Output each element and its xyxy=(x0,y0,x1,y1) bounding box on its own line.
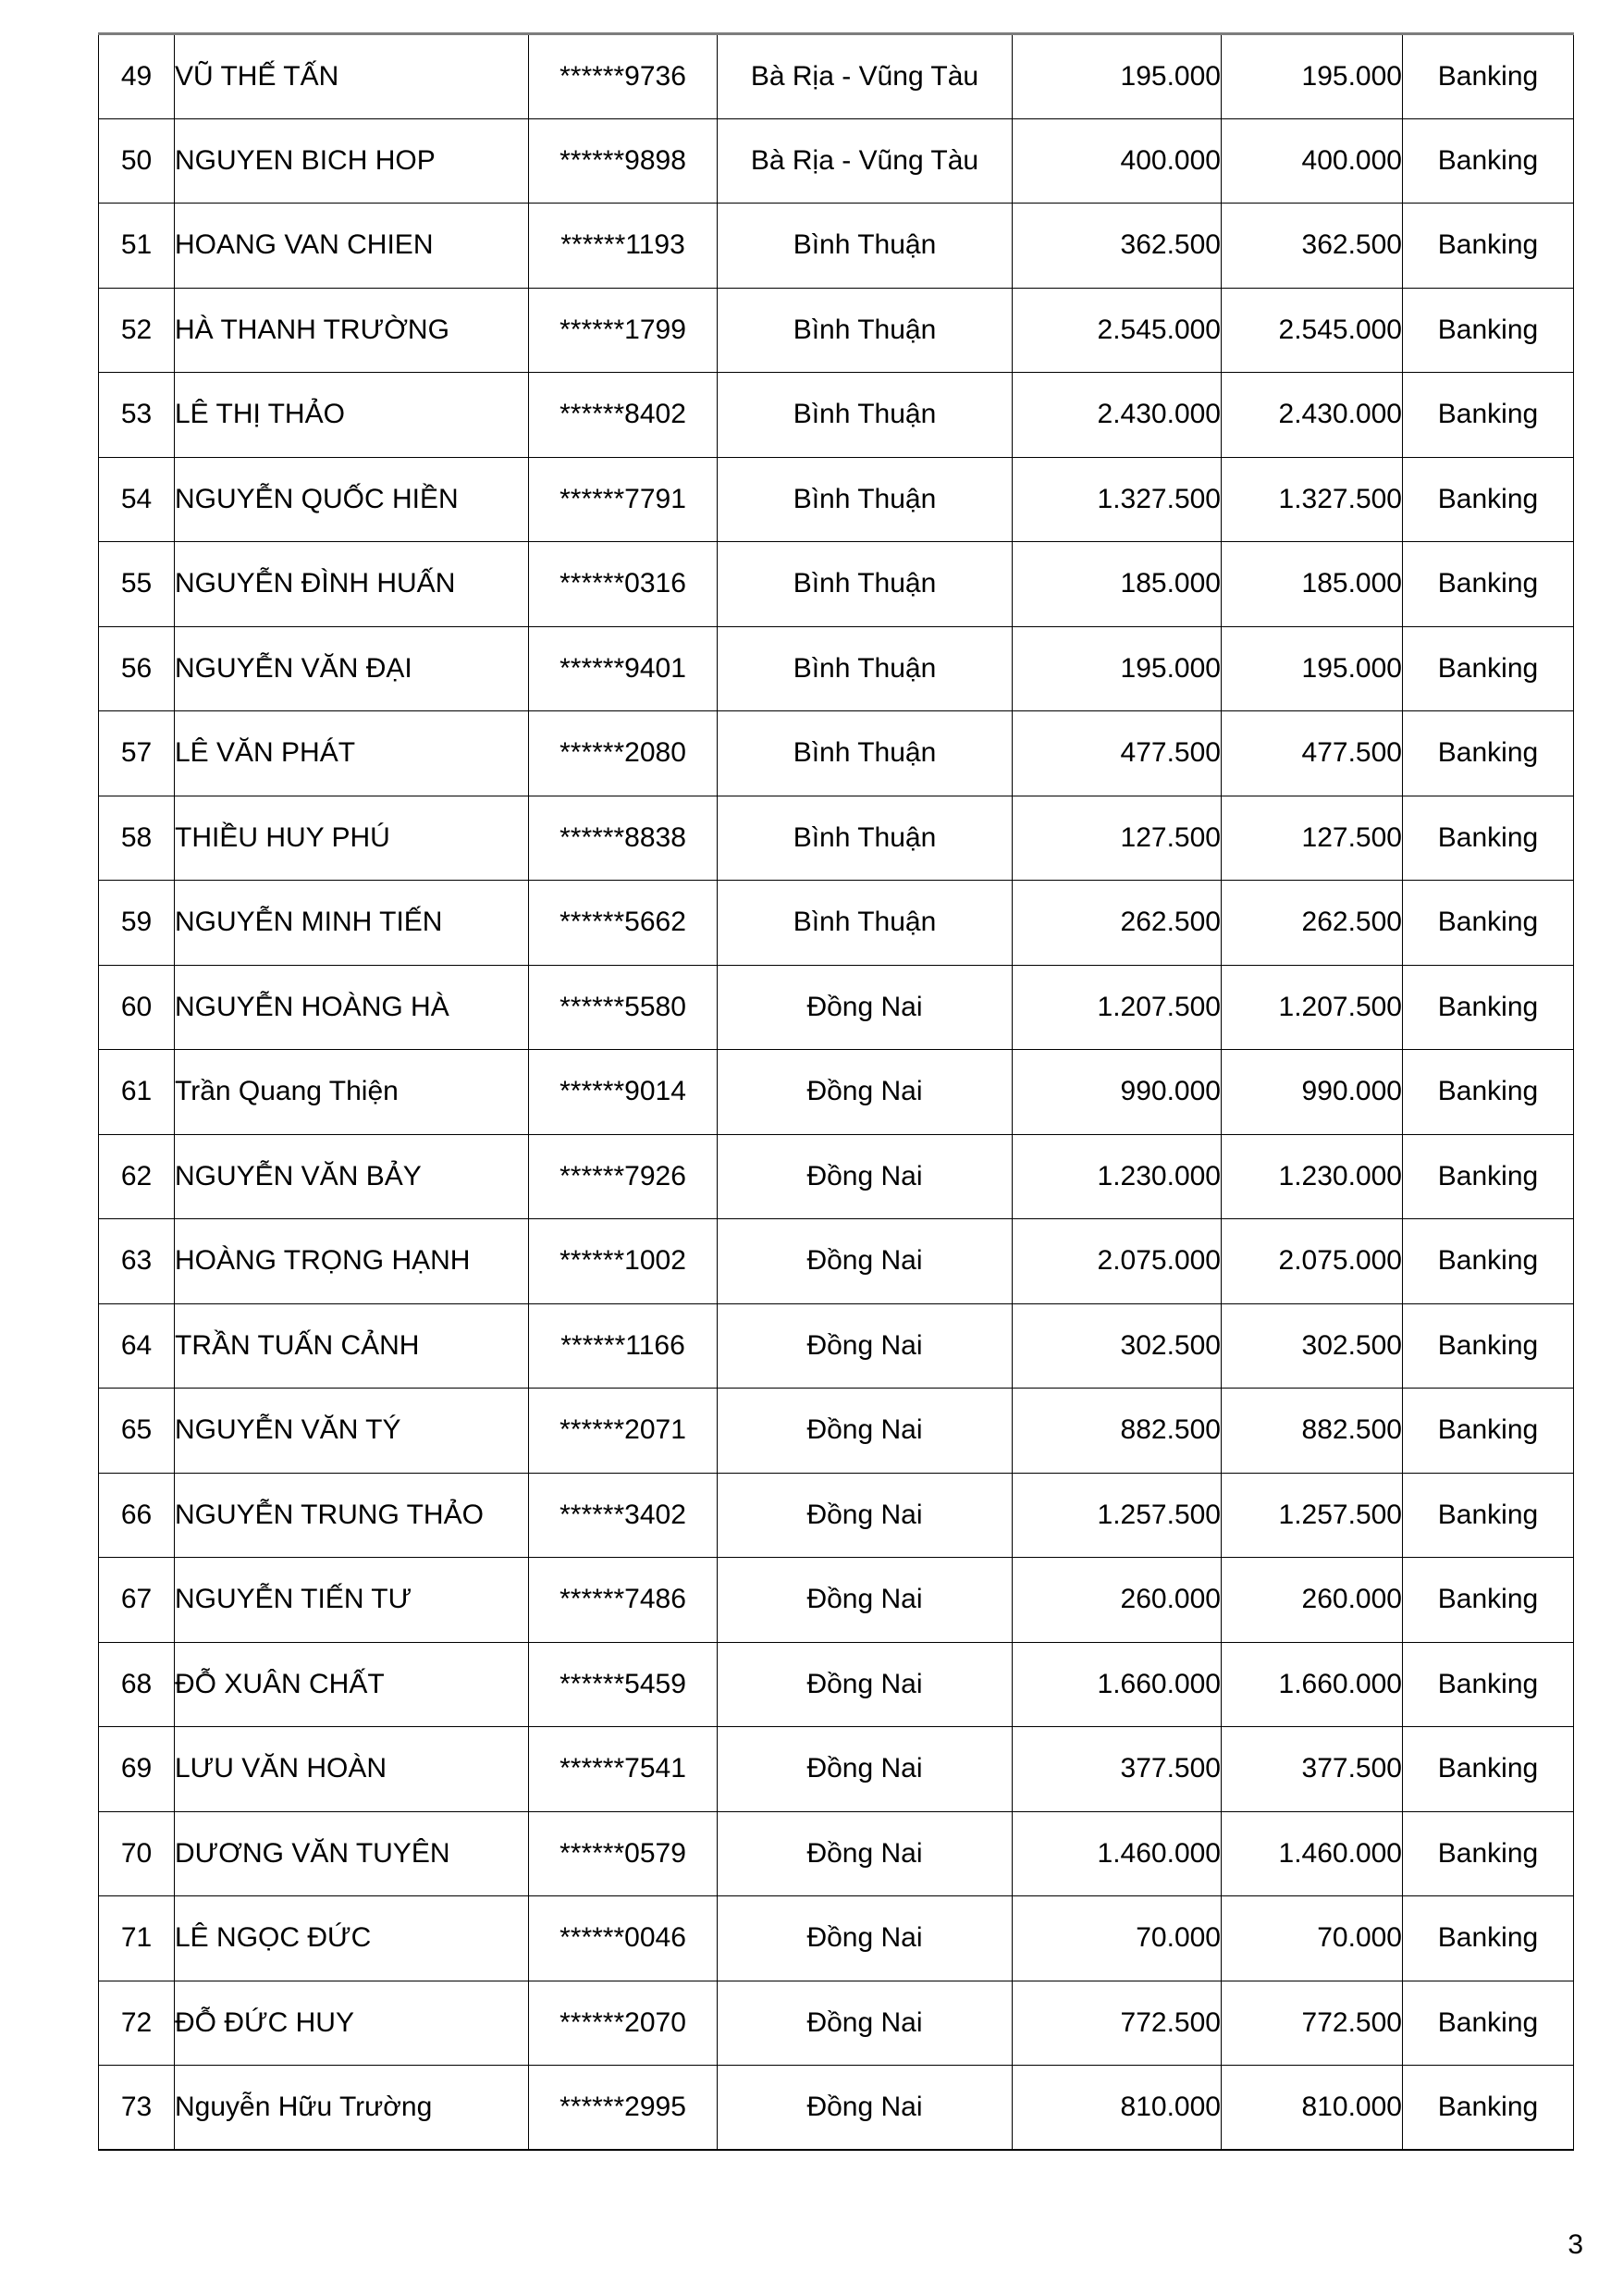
cell-amount-paid: 2.430.000 xyxy=(1222,373,1403,458)
cell-amount-requested: 2.545.000 xyxy=(1013,288,1222,373)
cell-recipient-name: Nguyễn Hữu Trường xyxy=(175,2066,529,2151)
cell-amount-paid: 70.000 xyxy=(1222,1896,1403,1981)
cell-amount-requested: 477.500 xyxy=(1013,711,1222,796)
cell-masked-phone: ******1002 xyxy=(529,1219,718,1304)
cell-amount-requested: 1.207.500 xyxy=(1013,965,1222,1050)
cell-masked-phone: ******2071 xyxy=(529,1389,718,1474)
cell-recipient-name: LÊ VĂN PHÁT xyxy=(175,711,529,796)
cell-row-number: 60 xyxy=(99,965,175,1050)
table-row xyxy=(99,1558,1574,1643)
cell-masked-phone: ******9014 xyxy=(529,1050,718,1135)
cell-masked-phone: ******2080 xyxy=(529,711,718,796)
table-row xyxy=(99,1303,1574,1389)
recipients-table xyxy=(98,32,1574,2151)
cell-recipient-name: DƯƠNG VĂN TUYÊN xyxy=(175,1811,529,1896)
cell-province: Bình Thuận xyxy=(718,796,1013,881)
cell-masked-phone: ******3402 xyxy=(529,1473,718,1558)
cell-province: Đồng Nai xyxy=(718,1050,1013,1135)
cell-amount-requested: 195.000 xyxy=(1013,34,1222,119)
cell-amount-requested: 377.500 xyxy=(1013,1727,1222,1812)
cell-amount-paid: 195.000 xyxy=(1222,626,1403,711)
cell-status: Banking xyxy=(1403,965,1574,1050)
cell-masked-phone: ******9898 xyxy=(529,118,718,204)
cell-status: Banking xyxy=(1403,1050,1574,1135)
cell-province: Bình Thuận xyxy=(718,711,1013,796)
cell-row-number: 57 xyxy=(99,711,175,796)
table-row xyxy=(99,542,1574,627)
cell-row-number: 49 xyxy=(99,34,175,119)
cell-row-number: 53 xyxy=(99,373,175,458)
table-row xyxy=(99,1727,1574,1812)
cell-recipient-name: ĐỖ ĐỨC HUY xyxy=(175,1981,529,2066)
cell-recipient-name: NGUYỄN QUỐC HIỀN xyxy=(175,457,529,542)
cell-recipient-name: HOÀNG TRỌNG HẠNH xyxy=(175,1219,529,1304)
cell-status: Banking xyxy=(1403,626,1574,711)
cell-amount-paid: 1.460.000 xyxy=(1222,1811,1403,1896)
cell-recipient-name: NGUYỄN ĐÌNH HUẤN xyxy=(175,542,529,627)
cell-amount-paid: 810.000 xyxy=(1222,2066,1403,2151)
cell-province: Đồng Nai xyxy=(718,1896,1013,1981)
cell-amount-paid: 1.257.500 xyxy=(1222,1473,1403,1558)
cell-masked-phone: ******8402 xyxy=(529,373,718,458)
cell-amount-paid: 262.500 xyxy=(1222,881,1403,966)
cell-amount-requested: 262.500 xyxy=(1013,881,1222,966)
cell-row-number: 55 xyxy=(99,542,175,627)
cell-masked-phone: ******9401 xyxy=(529,626,718,711)
cell-recipient-name: LÊ THỊ THẢO xyxy=(175,373,529,458)
cell-row-number: 56 xyxy=(99,626,175,711)
cell-status: Banking xyxy=(1403,2066,1574,2151)
cell-row-number: 63 xyxy=(99,1219,175,1304)
cell-masked-phone: ******2070 xyxy=(529,1981,718,2066)
table-row xyxy=(99,288,1574,373)
cell-status: Banking xyxy=(1403,118,1574,204)
cell-masked-phone: ******0046 xyxy=(529,1896,718,1981)
cell-row-number: 69 xyxy=(99,1727,175,1812)
cell-province: Bình Thuận xyxy=(718,204,1013,289)
cell-status: Banking xyxy=(1403,34,1574,119)
cell-amount-requested: 990.000 xyxy=(1013,1050,1222,1135)
table-row xyxy=(99,626,1574,711)
cell-amount-requested: 1.327.500 xyxy=(1013,457,1222,542)
table-row xyxy=(99,2066,1574,2151)
cell-status: Banking xyxy=(1403,204,1574,289)
cell-recipient-name: NGUYỄN VĂN ĐẠI xyxy=(175,626,529,711)
table-row xyxy=(99,118,1574,204)
table-row xyxy=(99,1642,1574,1727)
cell-amount-requested: 70.000 xyxy=(1013,1896,1222,1981)
cell-status: Banking xyxy=(1403,288,1574,373)
cell-recipient-name: NGUYỄN TIẾN TƯ xyxy=(175,1558,529,1643)
cell-recipient-name: HÀ THANH TRƯỜNG xyxy=(175,288,529,373)
cell-amount-requested: 1.230.000 xyxy=(1013,1134,1222,1219)
cell-province: Bà Rịa - Vũng Tàu xyxy=(718,118,1013,204)
cell-status: Banking xyxy=(1403,1303,1574,1389)
cell-amount-requested: 810.000 xyxy=(1013,2066,1222,2151)
table-row xyxy=(99,711,1574,796)
cell-province: Bình Thuận xyxy=(718,457,1013,542)
cell-status: Banking xyxy=(1403,1473,1574,1558)
cell-masked-phone: ******8838 xyxy=(529,796,718,881)
cell-amount-requested: 400.000 xyxy=(1013,118,1222,204)
cell-amount-paid: 772.500 xyxy=(1222,1981,1403,2066)
cell-masked-phone: ******1166 xyxy=(529,1303,718,1389)
cell-province: Đồng Nai xyxy=(718,1558,1013,1643)
cell-status: Banking xyxy=(1403,796,1574,881)
table-row xyxy=(99,373,1574,458)
cell-status: Banking xyxy=(1403,457,1574,542)
cell-recipient-name: ĐỖ XUÂN CHẤT xyxy=(175,1642,529,1727)
cell-row-number: 66 xyxy=(99,1473,175,1558)
cell-recipient-name: NGUYỄN HOÀNG HÀ xyxy=(175,965,529,1050)
cell-status: Banking xyxy=(1403,542,1574,627)
cell-masked-phone: ******0579 xyxy=(529,1811,718,1896)
cell-status: Banking xyxy=(1403,1896,1574,1981)
cell-recipient-name: VŨ THẾ TẤN xyxy=(175,34,529,119)
cell-province: Đồng Nai xyxy=(718,1389,1013,1474)
cell-status: Banking xyxy=(1403,373,1574,458)
table-row xyxy=(99,1389,1574,1474)
cell-masked-phone: ******7486 xyxy=(529,1558,718,1643)
cell-row-number: 62 xyxy=(99,1134,175,1219)
page-number: 3 xyxy=(1568,2229,1583,2260)
cell-amount-paid: 362.500 xyxy=(1222,204,1403,289)
cell-province: Đồng Nai xyxy=(718,1981,1013,2066)
cell-province: Đồng Nai xyxy=(718,1219,1013,1304)
cell-masked-phone: ******5459 xyxy=(529,1642,718,1727)
cell-masked-phone: ******5580 xyxy=(529,965,718,1050)
cell-row-number: 64 xyxy=(99,1303,175,1389)
cell-amount-requested: 882.500 xyxy=(1013,1389,1222,1474)
cell-masked-phone: ******7791 xyxy=(529,457,718,542)
cell-row-number: 61 xyxy=(99,1050,175,1135)
table-row xyxy=(99,796,1574,881)
cell-recipient-name: LƯU VĂN HOÀN xyxy=(175,1727,529,1812)
table-row xyxy=(99,1134,1574,1219)
table-body xyxy=(99,34,1574,2151)
cell-amount-paid: 990.000 xyxy=(1222,1050,1403,1135)
cell-province: Đồng Nai xyxy=(718,1303,1013,1389)
table-row xyxy=(99,34,1574,119)
cell-row-number: 73 xyxy=(99,2066,175,2151)
table-row xyxy=(99,1811,1574,1896)
cell-recipient-name: HOANG VAN CHIEN xyxy=(175,204,529,289)
cell-recipient-name: LÊ NGỌC ĐỨC xyxy=(175,1896,529,1981)
cell-masked-phone: ******5662 xyxy=(529,881,718,966)
cell-amount-requested: 1.257.500 xyxy=(1013,1473,1222,1558)
table-row xyxy=(99,1050,1574,1135)
table-row xyxy=(99,1896,1574,1981)
cell-recipient-name: THIỀU HUY PHÚ xyxy=(175,796,529,881)
cell-row-number: 68 xyxy=(99,1642,175,1727)
cell-province: Bình Thuận xyxy=(718,373,1013,458)
cell-amount-paid: 477.500 xyxy=(1222,711,1403,796)
cell-province: Bình Thuận xyxy=(718,626,1013,711)
cell-amount-paid: 260.000 xyxy=(1222,1558,1403,1643)
cell-masked-phone: ******2995 xyxy=(529,2066,718,2151)
cell-recipient-name: NGUYỄN MINH TIẾN xyxy=(175,881,529,966)
cell-masked-phone: ******1193 xyxy=(529,204,718,289)
table-row xyxy=(99,204,1574,289)
cell-amount-paid: 302.500 xyxy=(1222,1303,1403,1389)
cell-province: Bình Thuận xyxy=(718,542,1013,627)
cell-province: Đồng Nai xyxy=(718,1473,1013,1558)
cell-amount-requested: 362.500 xyxy=(1013,204,1222,289)
cell-masked-phone: ******9736 xyxy=(529,34,718,119)
cell-masked-phone: ******0316 xyxy=(529,542,718,627)
cell-amount-requested: 2.430.000 xyxy=(1013,373,1222,458)
cell-province: Đồng Nai xyxy=(718,2066,1013,2151)
cell-status: Banking xyxy=(1403,1219,1574,1304)
cell-province: Đồng Nai xyxy=(718,1642,1013,1727)
cell-recipient-name: NGUYỄN VĂN BẢY xyxy=(175,1134,529,1219)
cell-amount-requested: 1.460.000 xyxy=(1013,1811,1222,1896)
cell-amount-requested: 1.660.000 xyxy=(1013,1642,1222,1727)
table-row xyxy=(99,1473,1574,1558)
cell-status: Banking xyxy=(1403,1727,1574,1812)
cell-amount-paid: 1.327.500 xyxy=(1222,457,1403,542)
cell-row-number: 52 xyxy=(99,288,175,373)
cell-row-number: 72 xyxy=(99,1981,175,2066)
cell-province: Bình Thuận xyxy=(718,288,1013,373)
cell-status: Banking xyxy=(1403,1134,1574,1219)
cell-recipient-name: NGUYỄN TRUNG THẢO xyxy=(175,1473,529,1558)
cell-recipient-name: NGUYEN BICH HOP xyxy=(175,118,529,204)
cell-status: Banking xyxy=(1403,1981,1574,2066)
cell-row-number: 71 xyxy=(99,1896,175,1981)
cell-province: Đồng Nai xyxy=(718,1811,1013,1896)
cell-recipient-name: TRẦN TUẤN CẢNH xyxy=(175,1303,529,1389)
table-row xyxy=(99,1219,1574,1304)
cell-recipient-name: Trần Quang Thiện xyxy=(175,1050,529,1135)
cell-row-number: 58 xyxy=(99,796,175,881)
cell-amount-paid: 195.000 xyxy=(1222,34,1403,119)
cell-amount-requested: 302.500 xyxy=(1013,1303,1222,1389)
cell-row-number: 51 xyxy=(99,204,175,289)
cell-row-number: 65 xyxy=(99,1389,175,1474)
cell-amount-requested: 185.000 xyxy=(1013,542,1222,627)
cell-province: Bình Thuận xyxy=(718,881,1013,966)
cell-amount-paid: 377.500 xyxy=(1222,1727,1403,1812)
cell-amount-paid: 1.660.000 xyxy=(1222,1642,1403,1727)
cell-row-number: 54 xyxy=(99,457,175,542)
cell-amount-paid: 882.500 xyxy=(1222,1389,1403,1474)
cell-amount-paid: 185.000 xyxy=(1222,542,1403,627)
cell-amount-requested: 260.000 xyxy=(1013,1558,1222,1643)
cell-amount-requested: 772.500 xyxy=(1013,1981,1222,2066)
table-row xyxy=(99,1981,1574,2066)
table-row xyxy=(99,457,1574,542)
cell-masked-phone: ******1799 xyxy=(529,288,718,373)
cell-province: Bà Rịa - Vũng Tàu xyxy=(718,34,1013,119)
cell-masked-phone: ******7926 xyxy=(529,1134,718,1219)
cell-amount-paid: 127.500 xyxy=(1222,796,1403,881)
cell-amount-paid: 1.207.500 xyxy=(1222,965,1403,1050)
cell-status: Banking xyxy=(1403,1389,1574,1474)
cell-recipient-name: NGUYỄN VĂN TÝ xyxy=(175,1389,529,1474)
cell-amount-requested: 195.000 xyxy=(1013,626,1222,711)
cell-status: Banking xyxy=(1403,1811,1574,1896)
cell-row-number: 70 xyxy=(99,1811,175,1896)
cell-province: Đồng Nai xyxy=(718,1134,1013,1219)
cell-amount-requested: 127.500 xyxy=(1013,796,1222,881)
cell-status: Banking xyxy=(1403,711,1574,796)
table-row xyxy=(99,965,1574,1050)
cell-province: Đồng Nai xyxy=(718,965,1013,1050)
cell-status: Banking xyxy=(1403,1558,1574,1643)
cell-row-number: 67 xyxy=(99,1558,175,1643)
cell-amount-paid: 2.545.000 xyxy=(1222,288,1403,373)
cell-province: Đồng Nai xyxy=(718,1727,1013,1812)
cell-amount-paid: 2.075.000 xyxy=(1222,1219,1403,1304)
cell-amount-paid: 1.230.000 xyxy=(1222,1134,1403,1219)
cell-row-number: 59 xyxy=(99,881,175,966)
table-row xyxy=(99,881,1574,966)
cell-amount-requested: 2.075.000 xyxy=(1013,1219,1222,1304)
cell-status: Banking xyxy=(1403,1642,1574,1727)
cell-status: Banking xyxy=(1403,881,1574,966)
cell-masked-phone: ******7541 xyxy=(529,1727,718,1812)
cell-row-number: 50 xyxy=(99,118,175,204)
cell-amount-paid: 400.000 xyxy=(1222,118,1403,204)
